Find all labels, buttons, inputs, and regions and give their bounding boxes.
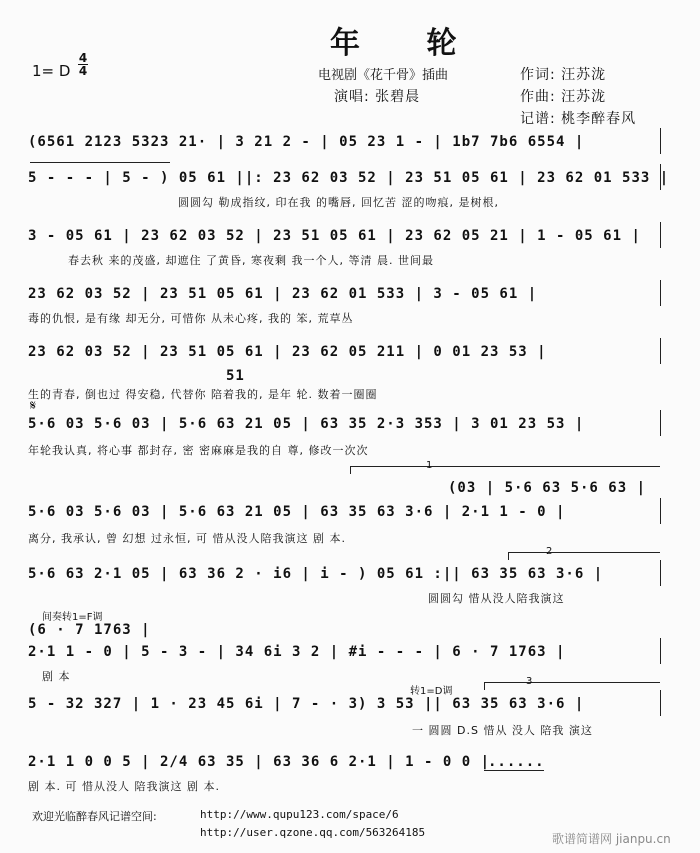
barline <box>660 690 661 716</box>
lyric-line: 圆圆勾 勒成指纹, 印在我 的嘴唇, 回忆苦 涩的吻痕, 是树根, <box>178 196 499 209</box>
lyric-line: 毒的仇恨, 是有缘 却无分, 可惜你 从未心疼, 我的 笨, 荒草丛 <box>28 312 354 325</box>
lyric-line: 一 圆圆 D.S 惜从 没人 陪我 演这 <box>412 724 593 737</box>
ellipsis-mark: ...... <box>488 754 545 770</box>
time-signature <box>78 52 88 77</box>
volta-number-3: 3 <box>526 676 533 687</box>
notation-line: 2·1 1 0 0 5 | 2/4 63 35 | 63 36 6 2·1 | 1 - 0 0 | <box>28 754 491 770</box>
volta-bracket-1-end <box>350 466 351 474</box>
volta-number-2: 2 <box>546 546 553 557</box>
notation-line: 2·1 1 - 0 | 5 - 3 - | 34 6i 3 2 | #i - - - | 6 · 7 1763 | <box>28 644 566 660</box>
volta-bracket-3 <box>484 682 660 683</box>
transcriber-credit: 记谱: 桃李醉春风 <box>520 111 637 127</box>
lyric-line: 圆圆勾 惜从没人陪我演这 <box>428 592 565 605</box>
barline <box>660 164 661 190</box>
footer-url-1[interactable]: http://www.qupu123.com/space/6 <box>200 808 399 821</box>
extra-note: 51 <box>226 368 245 384</box>
ellipsis-underline <box>484 770 544 771</box>
key-signature: 1= D <box>32 62 71 80</box>
notation-line: 5·6 03 5·6 03 | 5·6 63 21 05 | 63 35 63 3·6 | 2·1 1 - 0 | <box>28 504 566 520</box>
slur <box>30 162 170 163</box>
lyric-line: 剧 本 <box>42 670 71 683</box>
notation-line: 23 62 03 52 | 23 51 05 61 | 23 62 05 211 | 0 01 23 53 | <box>28 344 547 360</box>
composer-credit: 作曲: 汪苏泷 <box>520 89 607 105</box>
footer-url-2[interactable]: http://user.qzone.qq.com/563264185 <box>200 826 426 839</box>
barline <box>660 410 661 436</box>
barline <box>660 128 661 154</box>
barline <box>660 338 661 364</box>
notation-line: (03 | 5·6 63 5·6 63 | <box>448 480 647 496</box>
notation-line: 5 - 32 327 | 1 · 23 45 6i | 7 - · 3) 3 53 || 63 35 63 3·6 | <box>28 696 585 712</box>
song-subtitle: 电视剧《花千骨》插曲 <box>318 68 449 83</box>
interlude-note: 间奏转1=F调 <box>42 612 103 623</box>
footer-welcome: 欢迎光临醉春风记谱空间: <box>32 810 157 823</box>
notation-line: 3 - 05 61 | 23 62 03 52 | 23 51 05 61 | 23 62 05 21 | 1 - 05 61 | <box>28 228 641 244</box>
song-title: 年 轮 <box>330 26 485 61</box>
time-sig-numerator: 4 <box>78 51 88 65</box>
modulation-note: 转1=D调 <box>410 686 453 697</box>
barline <box>660 280 661 306</box>
volta-bracket-2-end <box>508 552 509 560</box>
watermark: 歌谱简谱网 jianpu.cn <box>552 832 671 846</box>
notation-line: (6561 2123 5323 21· | 3 21 2 - | 05 23 1 - | 1b7 7b6 6554 | <box>28 134 585 150</box>
barline <box>660 498 661 524</box>
singer-credit: 演唱: 张碧晨 <box>334 89 421 105</box>
barline <box>660 222 661 248</box>
time-sig-denominator: 4 <box>78 64 88 78</box>
notation-line: 5·6 63 2·1 05 | 63 36 2 · i6 | i - ) 05 61 :|| 63 35 63 3·6 | <box>28 566 604 582</box>
notation-line: 5·6 03 5·6 03 | 5·6 63 21 05 | 63 35 2·3 353 | 3 01 23 53 | <box>28 416 585 432</box>
lyric-line: 剧 本. 可 惜从没人 陪我演这 剧 本. <box>28 780 220 793</box>
lyric-line: 生的青春, 倒也过 得安稳, 代替你 陪着我的, 是年 轮. 数着一圈圈 <box>28 388 378 401</box>
segno-sign: 𝄋 <box>30 398 37 414</box>
lyric-line: 年轮我认真, 将心事 都封存, 密 密麻麻是我的自 尊, 修改一次次 <box>28 444 369 457</box>
volta-bracket-2 <box>508 552 660 553</box>
lyricist-credit: 作词: 汪苏泷 <box>520 67 607 83</box>
barline <box>660 638 661 664</box>
barline <box>660 560 661 586</box>
notation-line: (6 · 7 1763 | <box>28 622 151 638</box>
lyric-line: 春去秋 来的茂盛, 却遮住 了黄昏, 寒夜剩 我一个人, 等清 晨. 世间最 <box>68 254 434 267</box>
volta-bracket-3-end <box>484 682 485 690</box>
notation-line: 5 - - - | 5 - ) 05 61 ||: 23 62 03 52 | 23 51 05 61 | 23 62 01 533 | <box>28 170 670 186</box>
volta-bracket-1 <box>350 466 660 467</box>
lyric-line: 离分, 我承认, 曾 幻想 过永恒, 可 惜从没人陪我演这 剧 本. <box>28 532 346 545</box>
notation-line: 23 62 03 52 | 23 51 05 61 | 23 62 01 533 | 3 - 05 61 | <box>28 286 538 302</box>
volta-number-1: 1 <box>426 460 433 471</box>
